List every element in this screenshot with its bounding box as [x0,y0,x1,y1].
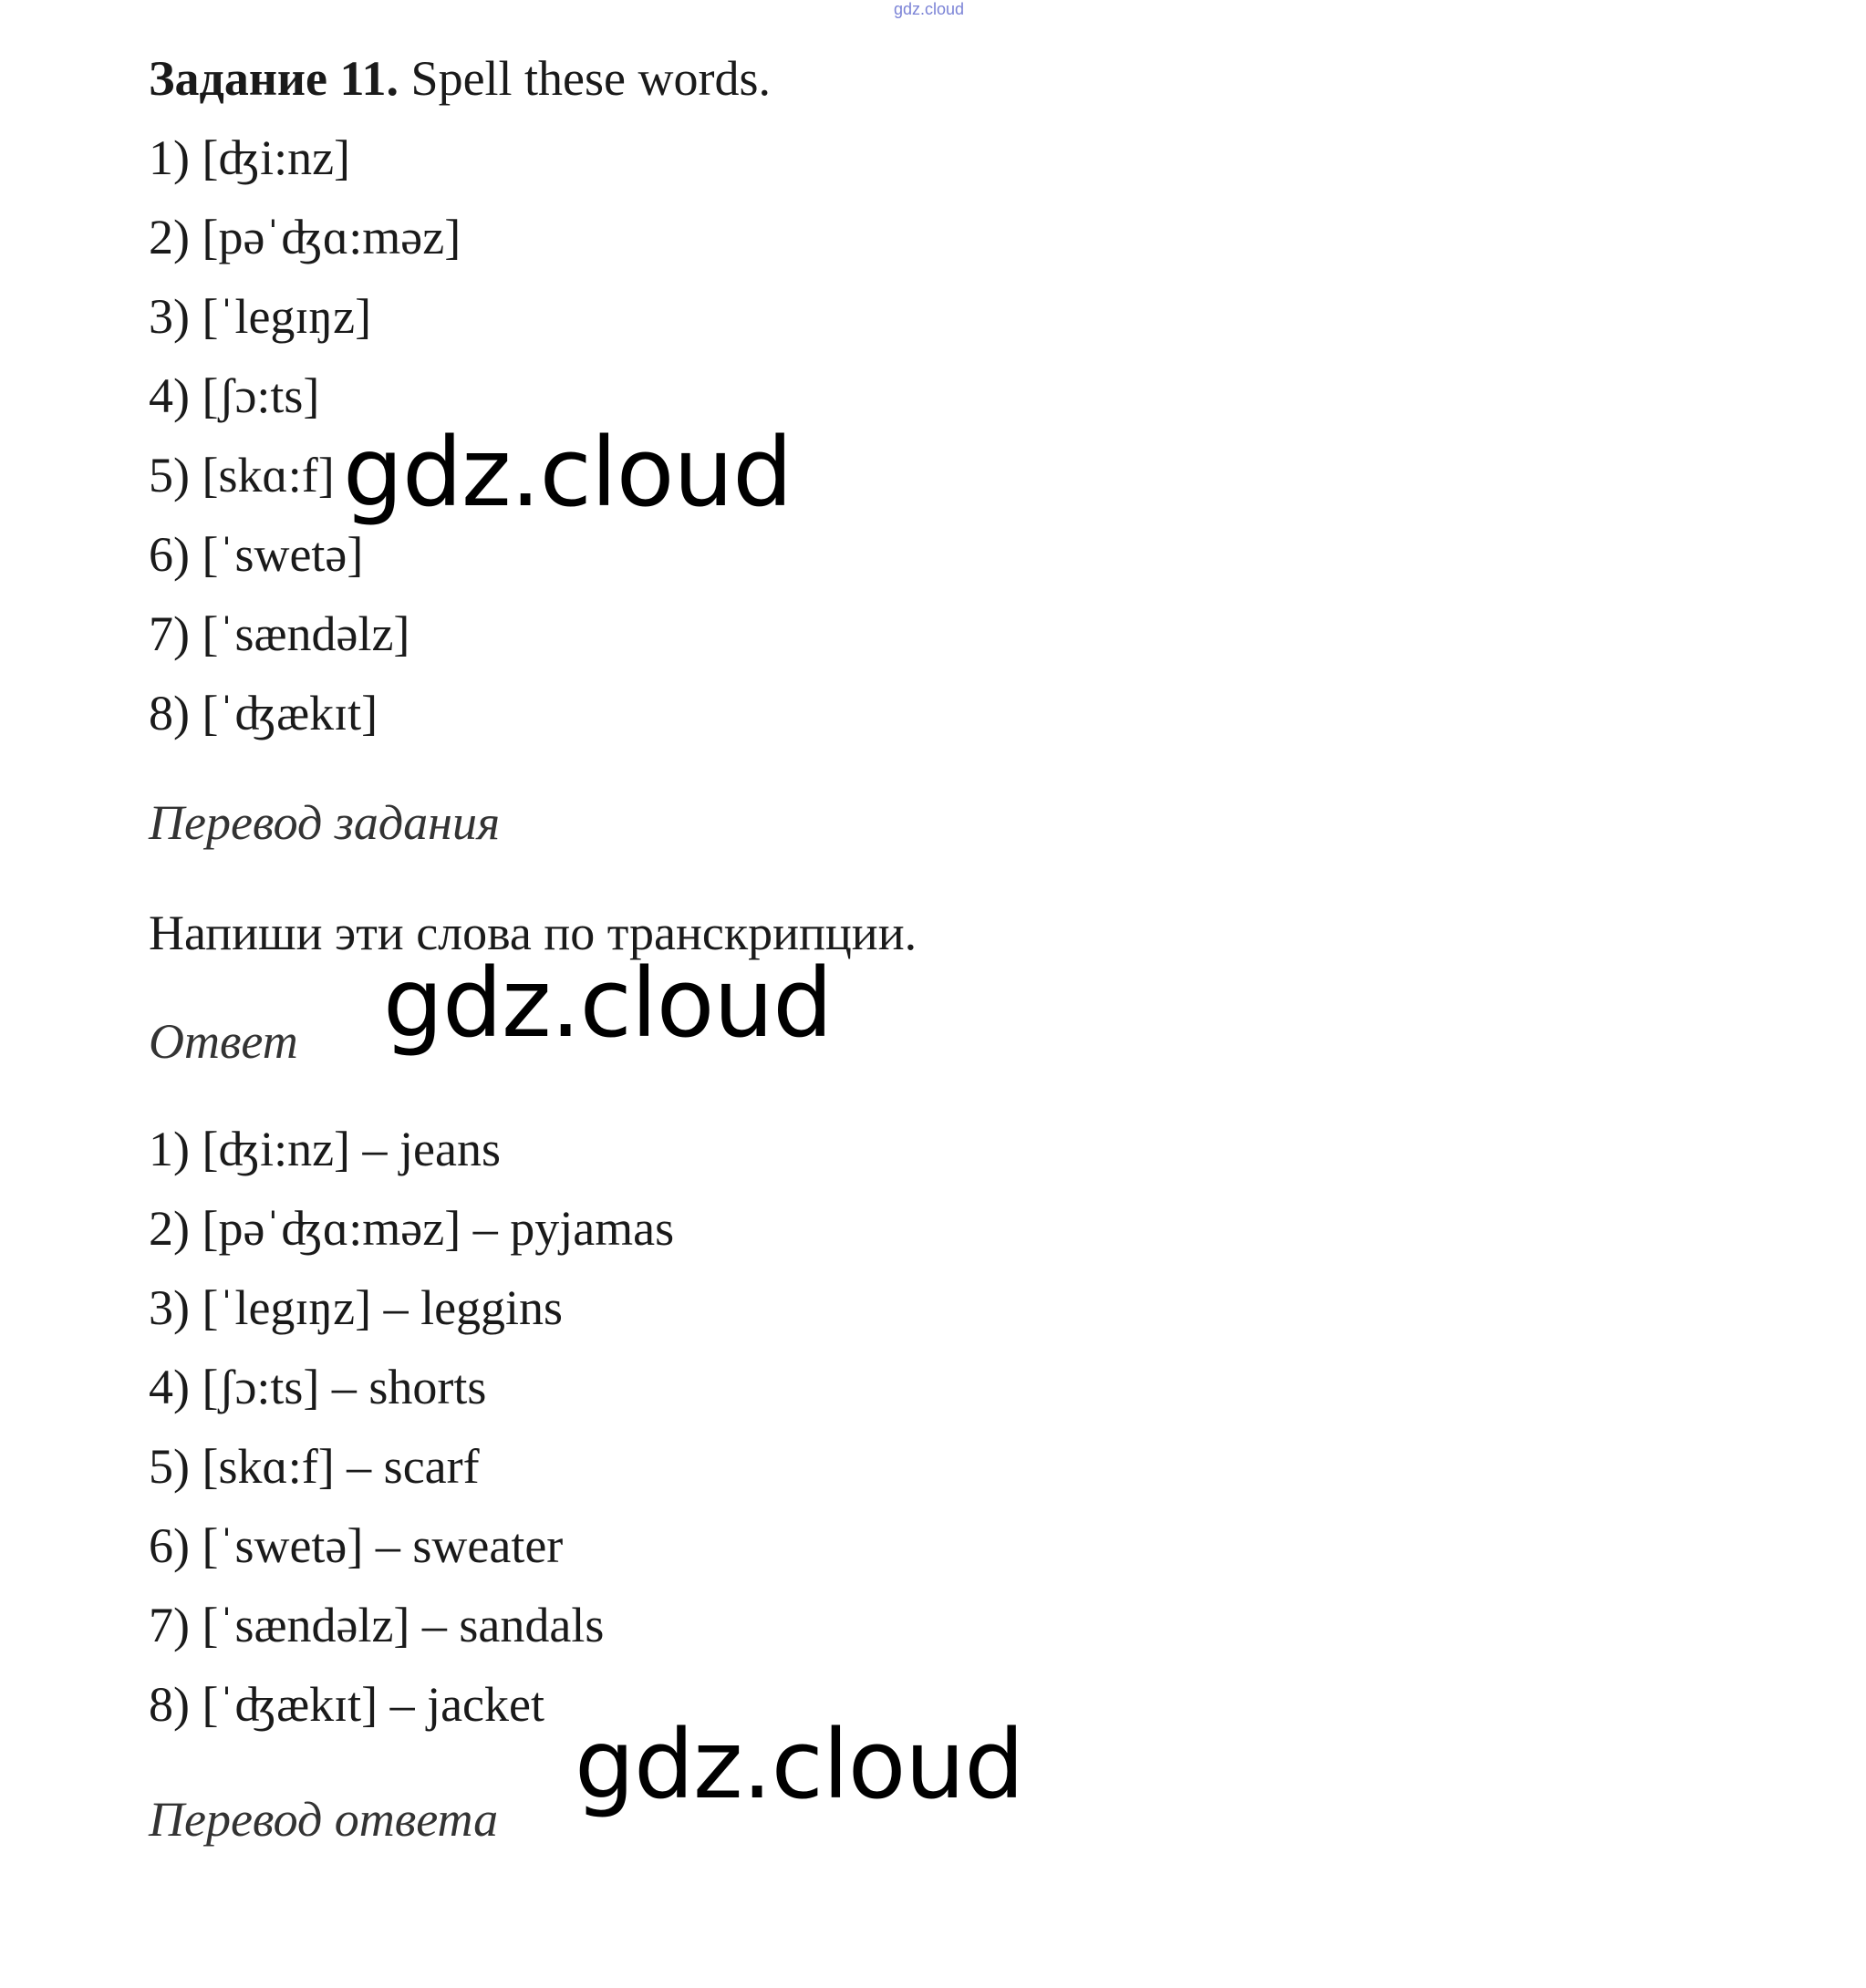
task-item: 4) [ʃɔ:ts] [149,368,320,423]
watermark: gdz.cloud [383,947,833,1059]
translation-label: Перевод задания [149,795,501,850]
answer-item: 8) [ˈʤækɪt] – jacket [149,1677,544,1732]
answer-item: 2) [pəˈʤɑ:məz] – pyjamas [149,1201,675,1256]
answer-item: 1) [ʤi:nz] – jeans [149,1122,501,1176]
answer-label: Ответ [149,1014,298,1069]
watermark: gdz.cloud [343,417,793,528]
task-instruction: Spell these words. [399,51,771,106]
task-item: 6) [ˈswetə] [149,527,364,582]
watermark: gdz.cloud [575,1709,1024,1820]
task-item: 2) [pəˈʤɑ:məz] [149,210,461,264]
task-number: Задание 11. [149,51,399,106]
task-item: 5) [skɑ:f] [149,448,335,502]
answer-item: 6) [ˈswetə] – sweater [149,1518,564,1573]
answer-item: 7) [ˈsændəlz] – sandals [149,1598,605,1652]
task-item: 8) [ˈʤækɪt] [149,686,378,740]
answer-item: 4) [ʃɔ:ts] – shorts [149,1360,487,1414]
task-heading [149,51,771,106]
task-item: 1) [ʤi:nz] [149,130,351,185]
task-item: 7) [ˈsændəlz] [149,606,410,661]
answer-item: 5) [skɑ:f] – scarf [149,1439,480,1494]
task-item: 3) [ˈlegɪŋz] [149,289,372,344]
translation-text: Напиши эти слова по транскрипции. [149,906,917,960]
answer-translation-label: Перевод ответа [149,1792,499,1847]
watermark-top: gdz.cloud [894,0,965,18]
answer-item: 3) [ˈlegɪŋz] – leggins [149,1280,564,1335]
